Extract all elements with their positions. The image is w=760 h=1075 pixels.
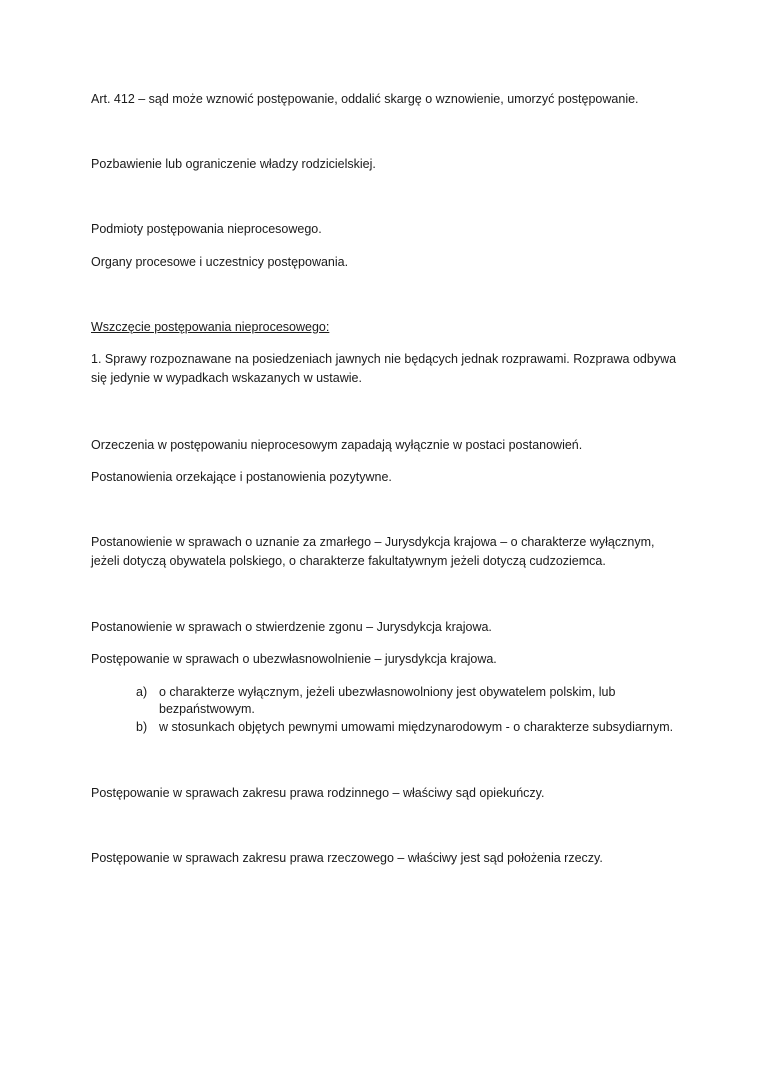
paragraph-death-certification: Postanowienie w sprawach o stwierdzenie zgonu – Jurysdykcja krajowa. bbox=[91, 620, 492, 634]
paragraph-hearings: 1. Sprawy rozpoznawane na posiedzeniach jawnych nie będących jednak rozprawami. Rozprawa odbywa się jedynie w wypadkach wskazanych w ustawie. bbox=[91, 352, 677, 385]
paragraph-declared-dead: Postanowienie w sprawach o uznanie za zmarłego – Jurysdykcja krajowa – o charakterze wyłącznym, jeżeli dotyczą obywatela polskiego, o charakterze fakultatywnym jeżeli dotyczą cudzoziemca. bbox=[91, 535, 655, 568]
list-item bbox=[91, 719, 681, 736]
paragraph-decisions: Postanowienia orzekające i postanowienia pozytywne. bbox=[91, 470, 392, 484]
paragraph-organs: Organy procesowe i uczestnicy postępowania. bbox=[91, 255, 349, 269]
paragraph-art-412: Art. 412 – sąd może wznowić postępowanie, oddalić skargę o wznowienie, umorzyć postępowanie. bbox=[91, 92, 639, 106]
paragraph-parental-authority: Pozbawienie lub ograniczenie władzy rodzicielskiej. bbox=[91, 157, 376, 171]
paragraph-subjects: Podmioty postępowania nieprocesowego. bbox=[91, 222, 322, 236]
list-item-text: w stosunkach objętych pewnymi umowami międzynarodowym - o charakterze subsydiarnym. bbox=[159, 720, 674, 734]
list-item-text: o charakterze wyłącznym, jeżeli ubezwłasnowolniony jest obywatelem polskim, lub bezpaństwowym. bbox=[159, 685, 616, 716]
list-marker: b) bbox=[136, 720, 148, 734]
paragraph-incapacitation: Postępowanie w sprawach o ubezwłasnowolnienie – jurysdykcja krajowa. bbox=[91, 652, 497, 666]
paragraph-family-law: Postępowanie w sprawach zakresu prawa rodzinnego – właściwy sąd opiekuńczy. bbox=[91, 786, 545, 800]
list-marker: a) bbox=[136, 685, 148, 699]
paragraph-rulings: Orzeczenia w postępowaniu nieprocesowym zapadają wyłącznie w postaci postanowień. bbox=[91, 438, 583, 452]
list-item bbox=[91, 684, 681, 718]
paragraph-property-law: Postępowanie w sprawach zakresu prawa rzeczowego – właściwy jest sąd położenia rzeczy. bbox=[91, 851, 603, 865]
section-heading-initiation: Wszczęcie postępowania nieprocesowego: bbox=[91, 320, 330, 334]
incapacitation-list bbox=[91, 684, 681, 736]
